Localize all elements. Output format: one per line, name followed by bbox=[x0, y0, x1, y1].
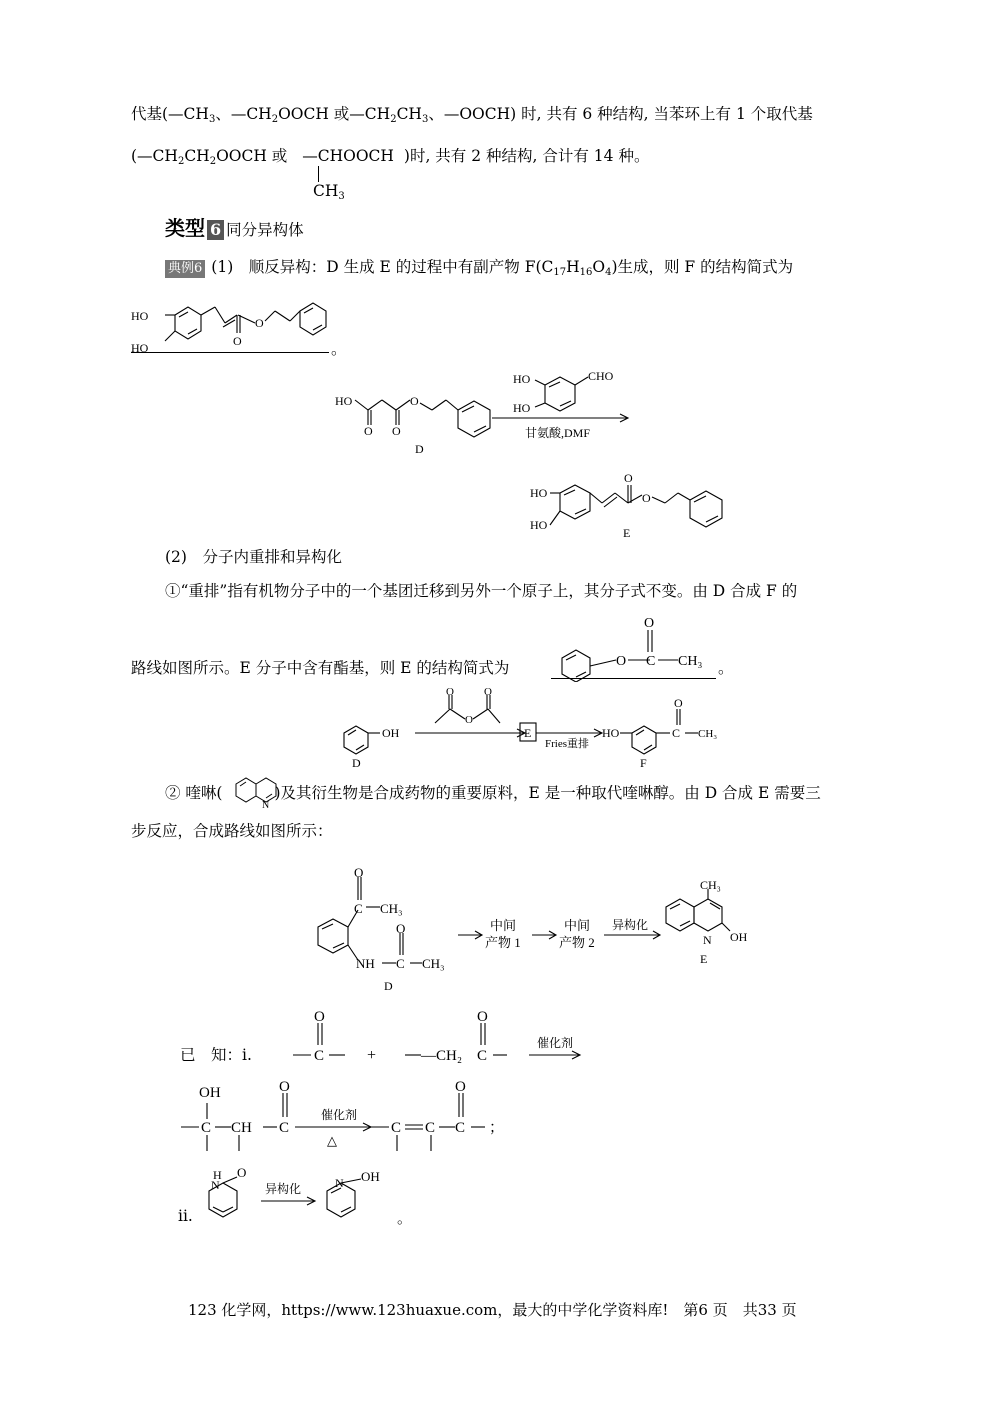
compound-label-d: D bbox=[415, 442, 424, 456]
compound-label-e: E bbox=[700, 952, 708, 966]
cho-label: CHO bbox=[588, 369, 614, 383]
oh-label: OH bbox=[199, 1085, 221, 1101]
nh-label: NH bbox=[356, 956, 375, 971]
ch3-label: CH₃ bbox=[380, 901, 403, 916]
compound-label-d: D bbox=[384, 979, 393, 993]
oh-label: OH bbox=[382, 726, 400, 740]
n-label: N bbox=[262, 800, 270, 810]
c-label: C bbox=[646, 654, 656, 669]
period: 。 bbox=[331, 340, 347, 358]
part2-paragraph-2: 路线如图所示。E 分子中含有酯基，则 E 的结构简式为 bbox=[131, 659, 510, 677]
section-heading bbox=[165, 212, 304, 241]
box-e-label: E bbox=[524, 726, 532, 740]
c-label: C bbox=[354, 901, 363, 916]
o-label: O bbox=[616, 654, 627, 669]
subscript: 2 bbox=[209, 156, 217, 167]
o-label: O bbox=[644, 616, 655, 631]
o-label: O bbox=[354, 865, 364, 880]
catalyst-label: 催化剂 bbox=[537, 1036, 574, 1050]
ho-label: HO bbox=[335, 394, 353, 408]
intro-line-1 bbox=[131, 103, 813, 131]
subscript: 2 bbox=[390, 114, 397, 125]
example-line: 典例6 (1) 顺反异构：D 生成 E 的过程中有副产物 $F(C_{17}H_{16}O_4)$生成，则 F 的结构简式为 bbox=[165, 256, 793, 284]
o-label: O bbox=[446, 686, 454, 698]
subscript: 2 bbox=[271, 114, 279, 125]
compound-label-d: D bbox=[352, 756, 361, 770]
ch2-label: —CH₂ bbox=[421, 1048, 463, 1064]
known-ii-label: ii. bbox=[178, 1207, 193, 1225]
fries-label: Fries重排 bbox=[545, 738, 589, 750]
o-label: O bbox=[674, 696, 683, 710]
compound-label-f: F bbox=[640, 756, 647, 770]
answer-line bbox=[551, 678, 716, 679]
oh-label: OH bbox=[361, 1169, 380, 1184]
c-label: C bbox=[201, 1120, 212, 1136]
subscript: 3 bbox=[421, 114, 429, 125]
section-number: 6 bbox=[207, 220, 224, 240]
isomerization-label: 异构化 bbox=[265, 1182, 302, 1196]
intro-text: CH bbox=[396, 105, 422, 123]
page-footer: 123 化学网，https://www.123huaxue.com，最大的中学化学资料库! 第6 页 共33 页 bbox=[188, 1301, 797, 1319]
example-badge: 典例6 bbox=[165, 260, 205, 278]
subscript: 3 bbox=[208, 114, 216, 125]
oh-label: OH bbox=[730, 930, 748, 944]
c-label: C bbox=[396, 956, 405, 971]
intro-text: )时, 共有 2 种结构, 合计有 14 种。 bbox=[403, 147, 650, 165]
scheme-2 bbox=[340, 685, 730, 770]
period: 。 bbox=[718, 659, 734, 677]
scheme-3 bbox=[300, 865, 770, 995]
intermediate-2-label: 产物 2 bbox=[559, 935, 595, 950]
h-label: H bbox=[213, 1168, 222, 1182]
ch3-label: CH₃ bbox=[700, 878, 721, 892]
catalyst-label: 催化剂 bbox=[321, 1108, 358, 1122]
o-label: O bbox=[279, 1079, 290, 1095]
o-label: O bbox=[364, 424, 373, 438]
section-label: 同分异构体 bbox=[226, 221, 304, 239]
intro-line-2 bbox=[131, 145, 649, 173]
part2-paragraph-1: ①“重排”指有机物分子中的一个基团迁移到另外一个原子上，其分子式不变。由 D 合成 F 的 bbox=[165, 582, 798, 600]
o-label: O bbox=[396, 921, 406, 936]
section-title: 类型 bbox=[165, 216, 205, 240]
intro-text: 、—CH bbox=[215, 105, 272, 123]
o-label: O bbox=[465, 714, 473, 726]
ho-label: HO bbox=[131, 341, 149, 355]
intro-formula: —CHOOCH bbox=[302, 147, 394, 165]
o-label: O bbox=[410, 394, 419, 408]
known-i-product bbox=[175, 1075, 515, 1165]
ho-label: HO bbox=[530, 518, 548, 532]
o-label: O bbox=[233, 334, 242, 348]
intro-text: OOCH 或—CH bbox=[278, 105, 391, 123]
o-label: O bbox=[484, 686, 492, 698]
o-label: O bbox=[255, 316, 264, 330]
c-label: C bbox=[314, 1048, 325, 1064]
intro-text: OOCH 或 bbox=[216, 147, 288, 165]
n-label: N bbox=[211, 1178, 220, 1192]
n-label: N bbox=[335, 1176, 344, 1190]
c-label: C bbox=[477, 1048, 488, 1064]
answer-line bbox=[131, 352, 329, 353]
c-label: C bbox=[279, 1120, 290, 1136]
intermediate-1-label: 产物 1 bbox=[485, 935, 521, 950]
part3-text: ② 喹啉( bbox=[165, 784, 223, 802]
branch-ch3: $CH_3$ bbox=[313, 182, 345, 202]
o-label: O bbox=[624, 471, 633, 485]
o-label: O bbox=[314, 1009, 325, 1025]
intro-text: (—CH bbox=[131, 147, 178, 165]
ho-label: HO bbox=[602, 726, 620, 740]
o-label: O bbox=[455, 1079, 466, 1095]
plus-sign: + bbox=[367, 1047, 377, 1064]
o-label: O bbox=[237, 1165, 247, 1180]
known-i-reaction bbox=[285, 1005, 595, 1075]
o-label: O bbox=[392, 424, 401, 438]
part2-heading: (2) 分子内重排和异构化 bbox=[165, 548, 342, 566]
ch3-label: CH₃ bbox=[422, 956, 445, 971]
ch-label: CH bbox=[231, 1120, 252, 1136]
c-label: C bbox=[455, 1120, 466, 1136]
known-ii-reaction bbox=[175, 1165, 435, 1235]
scheme-1 bbox=[330, 365, 750, 545]
intro-text: 代基(—CH bbox=[131, 105, 209, 123]
period: 。 bbox=[397, 1211, 413, 1227]
known-label: 已 知：i. bbox=[180, 1046, 252, 1064]
reagent-label: 甘氨酸,DMF bbox=[525, 426, 591, 440]
subscript: 2 bbox=[177, 156, 185, 167]
part3-text: )及其衍生物是合成药物的重要原料，E 是一种取代喹啉醇。由 D 合成 E 需要三 bbox=[274, 784, 821, 802]
ho-label: HO bbox=[131, 309, 149, 323]
c-label: C bbox=[672, 726, 681, 740]
structure-f-answer bbox=[125, 285, 355, 360]
example-text: (1) 顺反异构：D 生成 E 的过程中有副产物 F(C bbox=[211, 258, 554, 276]
ho-label: HO bbox=[513, 401, 531, 415]
c-label: C bbox=[391, 1120, 402, 1136]
isomerization-label: 异构化 bbox=[612, 918, 649, 932]
c-label: C bbox=[425, 1120, 436, 1136]
o-label: O bbox=[477, 1009, 488, 1025]
ch3-label: CH₃ bbox=[678, 654, 703, 669]
part3-paragraph-2: 步反应，合成路线如图所示： bbox=[131, 822, 333, 840]
n-label: N bbox=[703, 933, 712, 947]
semicolon: ； bbox=[489, 1120, 505, 1136]
heat-symbol: △ bbox=[327, 1133, 337, 1148]
ch3-label: CH₃ bbox=[698, 728, 718, 740]
compound-label-e: E bbox=[623, 526, 631, 540]
intro-text: CH bbox=[184, 147, 210, 165]
o-label: O bbox=[642, 491, 651, 505]
structure-e-answer bbox=[550, 612, 725, 682]
intro-text: 、—OOCH) 时, 共有 6 种结构, 当苯环上有 1 个取代基 bbox=[428, 105, 813, 123]
ho-label: HO bbox=[530, 486, 548, 500]
intermediate-2-label: 中间 bbox=[564, 918, 591, 933]
ho-label: HO bbox=[513, 372, 531, 386]
intermediate-1-label: 中间 bbox=[490, 918, 517, 933]
quinoline-icon bbox=[232, 772, 292, 810]
